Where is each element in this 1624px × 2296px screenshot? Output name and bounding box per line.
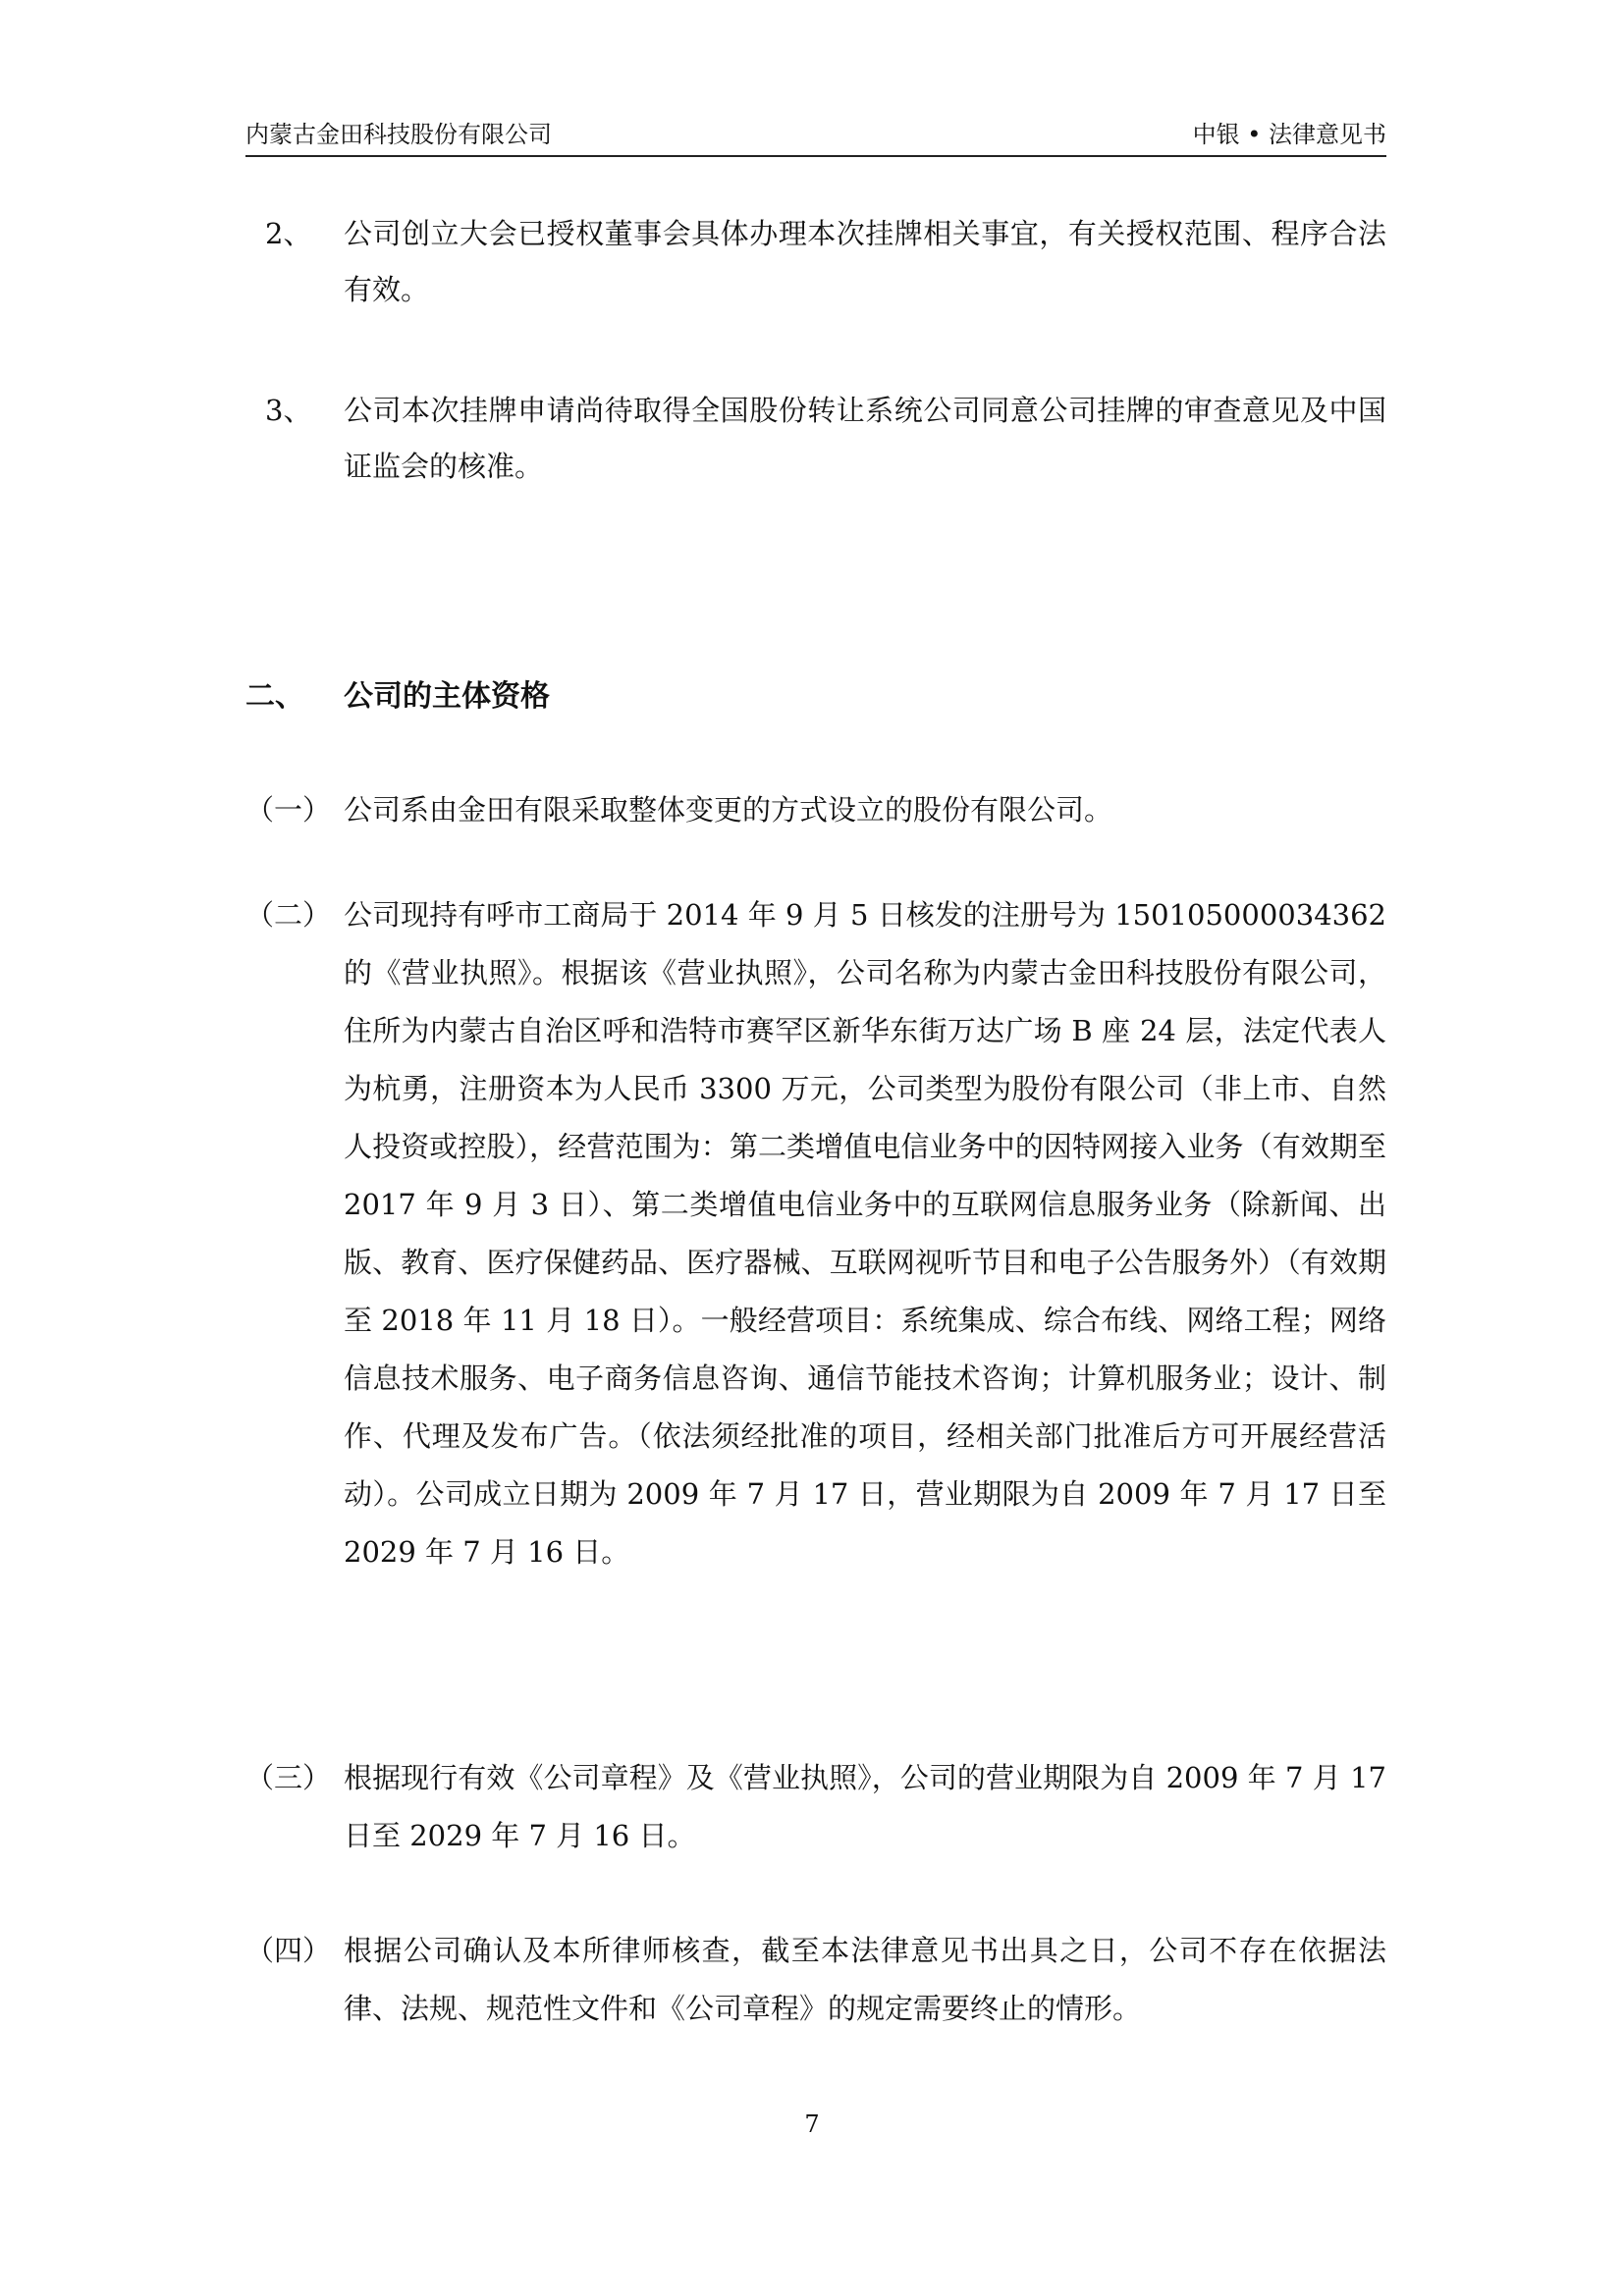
section-title: 公司的主体资格 [344, 679, 550, 714]
subsection-text: 根据现行有效《公司章程》及《营业执照》，公司的营业期限为自 2009 年 7 月 17 日至 2029 年 7 月 16 日。 [344, 1761, 1386, 1852]
subsection-text: 公司系由金田有限采取整体变更的方式设立的股份有限公司。 [344, 793, 1113, 827]
subsection-2 [245, 886, 1386, 1691]
subsection-3 [245, 1749, 1386, 1867]
subsection-text: 根据公司确认及本所律师核查，截至本法律意见书出具之日，公司不存在依据法律、法规、规范性文件和《公司章程》的规定需要终止的情形。 [344, 1934, 1386, 2025]
page-number: 7 [804, 2110, 820, 2138]
list-item-number: 2、 [265, 217, 312, 250]
list-item-text: 公司本次挂牌申请尚待取得全国股份转让系统公司同意公司挂牌的审查意见及中国证监会的核准。 [344, 394, 1386, 483]
subsection-number: （三） [245, 1761, 332, 1794]
subsection-4 [245, 1922, 1386, 2040]
subsection-number: （一） [245, 793, 332, 827]
list-item-2 [245, 206, 1386, 324]
list-item-3 [245, 383, 1386, 501]
list-item-number: 3、 [265, 394, 312, 427]
subsection-1 [245, 781, 1386, 840]
subsection-number: （四） [245, 1934, 332, 1967]
subsection-number: （二） [245, 898, 332, 932]
subsection-text: 公司现持有呼市工商局于 2014 年 9 月 5 日核发的注册号为 150105000034362 的《营业执照》。根据该《营业执照》，公司名称为内蒙古金田科技股份有限公司，住所为内蒙古自治区呼和浩特市赛罕区新华东街万达广场 B 座 24 层，法定代表人为杭勇，注册资本为人民币 3300 万元，公司类型为股份有限公司（非上市、自然人投资或控股），经营范围为：第二类增值电信业务中的因特网接入业务（有效期至 2017 年 9 月 3 日）、第二类增值电信业务中的互联网信息服务业务（除新闻、出版、教育、医疗保健药品、医疗器械、互联网视听节目和电子公告服务外）（有效期至 2018 年 11 月 18 日）。一般经营项目：系统集成、综合布线、网络工程；网络信息技术服务、电子商务信息咨询、通信节能技术咨询；计算机服务业；设计、制作、代理及发布广告。（依法须经批准的项目，经相关部门批准后方可开展经营活动）。公司成立日期为 2009 年 7 月 17 日，营业期限为自 2009 年 7 月 17 日至 2029 年 7 月 16 日。 [344, 898, 1386, 1569]
header-company-name: 内蒙古金田科技股份有限公司 [245, 121, 552, 148]
section-number: 二、 [245, 679, 304, 714]
page-header [245, 110, 1386, 157]
list-item-text: 公司创立大会已授权董事会具体办理本次挂牌相关事宜，有关授权范围、程序合法有效。 [344, 217, 1386, 306]
header-document-title: 中银 • 法律意见书 [1192, 121, 1386, 148]
